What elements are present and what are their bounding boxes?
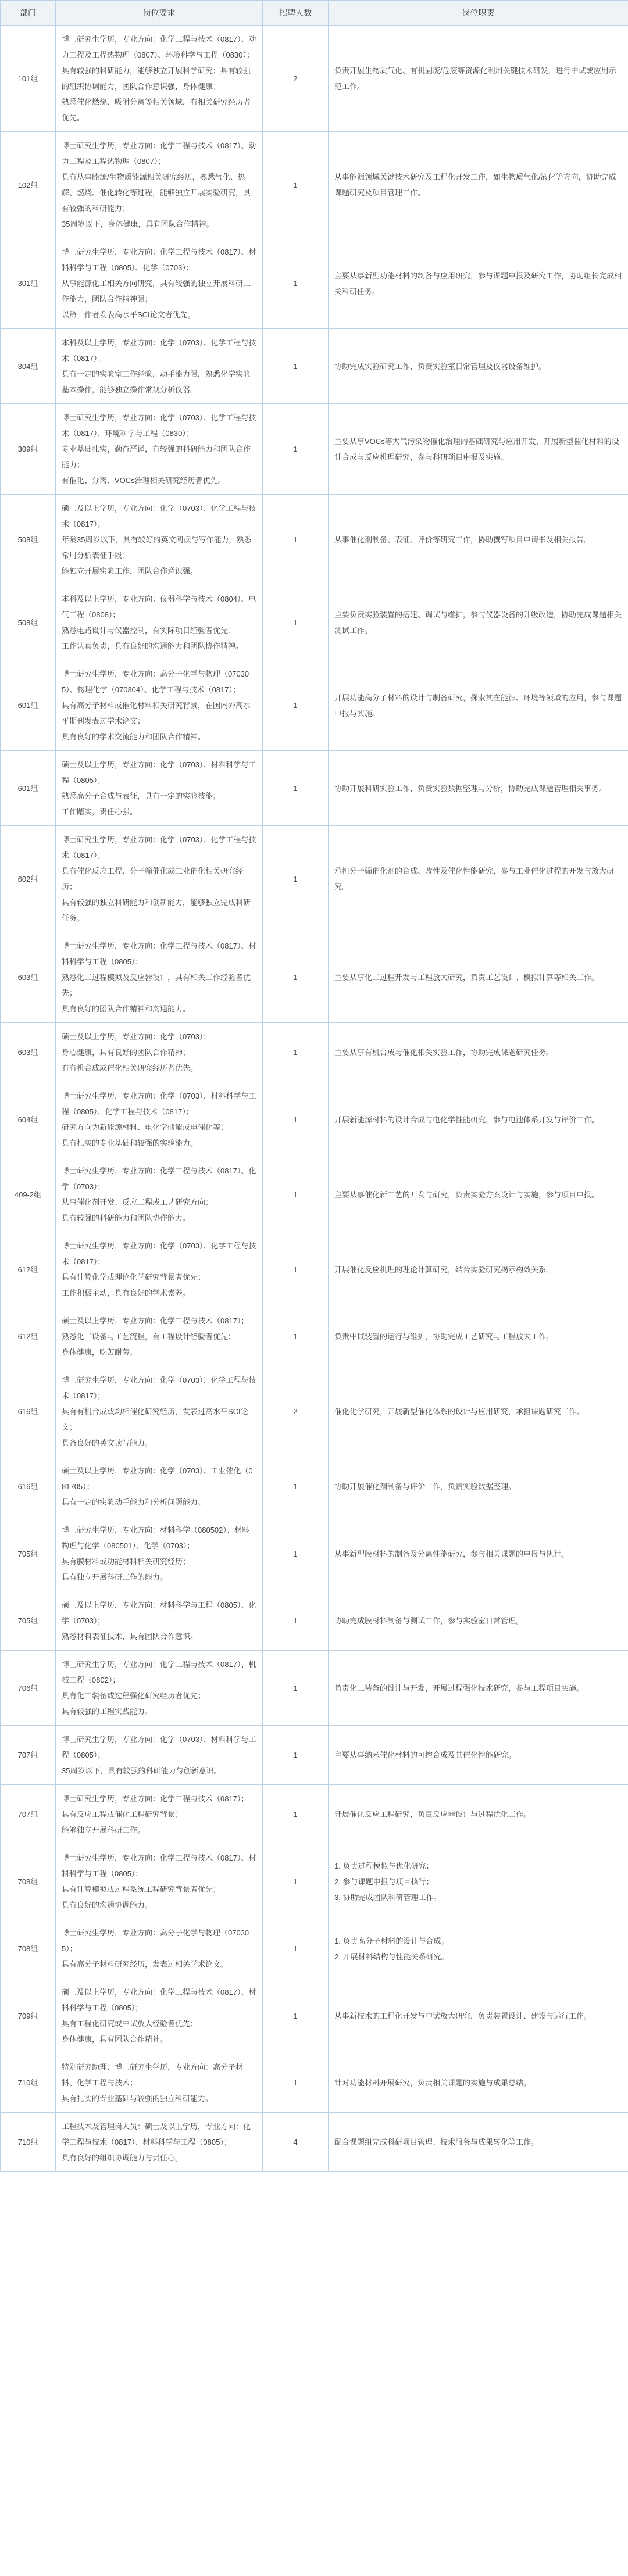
cell-dept: 708组 [1, 1919, 56, 1978]
cell-dept: 604组 [1, 1082, 56, 1157]
cell-duties [329, 1082, 628, 1157]
cell-dept: 710组 [1, 2053, 56, 2113]
cell-duties [329, 132, 628, 238]
cell-requirements [56, 751, 263, 826]
cell-dept: 603组 [1, 1023, 56, 1082]
cell-dept: 602组 [1, 826, 56, 932]
table-row [1, 585, 628, 660]
cell-duties [329, 1844, 628, 1919]
cell-headcount: 1 [263, 1457, 329, 1516]
duty-line: 1. 负责高分子材料的设计与合成； [334, 1936, 449, 1945]
requirement-line: 熟悉化工过程模拟及反应器设计，具有相关工作经验者优先； [62, 973, 251, 997]
cell-duties [329, 826, 628, 932]
cell-headcount: 1 [263, 1726, 329, 1785]
duty-line: 3. 协助完成团队科研管理工作。 [334, 1892, 441, 1902]
duty-line: 主要负责实验装置的搭建、调试与维护，参与仪器设备的升级改造，协助完成课题相关测试工作。 [334, 610, 622, 635]
requirement-line: 工作认真负责，具有良好的沟通能力和团队协作精神。 [62, 642, 244, 650]
header-headcount: 招聘人数 [263, 1, 329, 26]
cell-requirements [56, 1516, 263, 1591]
cell-dept: 301组 [1, 238, 56, 329]
table-row [1, 1591, 628, 1651]
requirement-line: 硕士及以上学历，专业方向：化学（0703）、化学工程与技术（0817）； [62, 504, 256, 528]
requirement-line: 能够独立开展科研工作。 [62, 1826, 145, 1834]
requirement-line: 具有高分子材料或催化材料相关研究背景，在国内外高水平期刊发表过学术论文； [62, 701, 251, 725]
cell-duties [329, 404, 628, 495]
cell-duties [329, 1785, 628, 1844]
cell-requirements [56, 1651, 263, 1726]
cell-duties [329, 1978, 628, 2053]
requirement-line: 博士研究生学历，专业方向：高分子化学与物理（070305）； [62, 1929, 249, 1953]
duty-line: 2. 参与课题申报与项目执行； [334, 1877, 434, 1886]
duty-line: 协助完成实验研究工作，负责实验室日常管理及仪器设备维护。 [334, 362, 547, 371]
table-row [1, 826, 628, 932]
cell-duties [329, 932, 628, 1023]
cell-headcount: 1 [263, 1978, 329, 2053]
duty-line: 主要从事VOCs等大气污染物催化治理的基础研究与应用开发，开展新型催化材料的设计合成与反应机理研究，参与科研项目申报及实施。 [334, 437, 619, 461]
cell-dept: 601组 [1, 660, 56, 751]
requirement-line: 熟悉高分子合成与表征，具有一定的实验技能； [62, 792, 221, 800]
requirement-line: 具有较强的独立科研能力和创新能力，能够独立完成科研任务。 [62, 898, 251, 922]
cell-dept: 309组 [1, 404, 56, 495]
duty-line: 协助开展科研实验工作，负责实验数据整理与分析，协助完成课题管理相关事务。 [334, 783, 607, 793]
cell-dept: 705组 [1, 1591, 56, 1651]
cell-requirements [56, 1785, 263, 1844]
cell-dept: 101组 [1, 26, 56, 132]
cell-duties [329, 585, 628, 660]
requirement-line: 具备良好的英文读写能力。 [62, 1439, 153, 1447]
cell-dept: 304组 [1, 329, 56, 404]
cell-dept: 709组 [1, 1978, 56, 2053]
cell-requirements [56, 26, 263, 132]
table-row [1, 2053, 628, 2113]
cell-dept: 710组 [1, 2113, 56, 2172]
table-row [1, 1023, 628, 1082]
cell-headcount: 1 [263, 660, 329, 751]
duty-line: 开展催化反应机理的理论计算研究，结合实验研究揭示构效关系。 [334, 1265, 554, 1274]
requirement-line: 能独立开展实验工作，团队合作意识强。 [62, 567, 198, 575]
requirement-line: 研究方向为新能源材料、电化学储能或电催化等； [62, 1123, 229, 1132]
table-row [1, 1307, 628, 1366]
requirement-line: 博士研究生学历，专业方向：化学工程与技术（0817）、机械工程（0802）； [62, 1660, 256, 1684]
table-row [1, 1366, 628, 1457]
requirement-line: 本科及以上学历，专业方向：化学（0703）、化学工程与技术（0817）； [62, 338, 256, 363]
cell-dept: 708组 [1, 1844, 56, 1919]
duty-line: 主要从事催化新工艺的开发与研究，负责实验方案设计与实施，参与项目申报。 [334, 1190, 600, 1199]
requirement-line: 工程技术及管理岗人员：硕士及以上学历，专业方向：化学工程与技术（0817）、材料科学与工程（0805）； [62, 2122, 251, 2146]
requirement-line: 身体健康，吃苦耐劳。 [62, 1348, 138, 1357]
requirement-line: 硕士及以上学历，专业方向：化学（0703）、材料科学与工程（0805）； [62, 760, 256, 785]
requirement-line: 博士研究生学历，专业方向：材料科学（080502）、材料物理与化学（080501）、化学（0703）； [62, 1526, 249, 1550]
requirement-line: 从事能源化工相关方向研究，具有较强的独立开展科研工作能力，团队合作精神强； [62, 279, 251, 303]
duty-line: 主要从事纳米催化材料的可控合成及其催化性能研究。 [334, 1751, 516, 1759]
cell-requirements [56, 404, 263, 495]
cell-dept: 616组 [1, 1457, 56, 1516]
cell-requirements [56, 826, 263, 932]
requirement-line: 具有扎实的专业基础与较强的独立科研能力。 [62, 2094, 213, 2103]
cell-duties [329, 2053, 628, 2113]
requirement-line: 具有反应工程或催化工程研究背景； [62, 1810, 183, 1819]
cell-duties [329, 751, 628, 826]
table-row [1, 495, 628, 585]
cell-dept: 612组 [1, 1307, 56, 1366]
cell-requirements [56, 932, 263, 1023]
cell-headcount: 1 [263, 2053, 329, 2113]
cell-requirements [56, 238, 263, 329]
duty-line: 开展功能高分子材料的设计与制备研究，探索其在能源、环境等领域的应用，参与课题申报与实施。 [334, 693, 622, 718]
cell-dept: 706组 [1, 1651, 56, 1726]
table-row [1, 1232, 628, 1307]
cell-duties [329, 660, 628, 751]
requirement-line: 博士研究生学历，专业方向：高分子化学与物理（070305）、物理化学（070304）、化学工程与技术（0817）； [62, 670, 249, 694]
cell-headcount: 1 [263, 1157, 329, 1232]
cell-duties [329, 1157, 628, 1232]
table-row [1, 1844, 628, 1919]
cell-headcount: 1 [263, 1516, 329, 1591]
cell-duties [329, 1457, 628, 1516]
cell-dept: 612组 [1, 1232, 56, 1307]
cell-headcount: 1 [263, 1919, 329, 1978]
requirement-line: 博士研究生学历，专业方向：化学（0703）、化学工程与技术（0817）、环境科学与工程（0830）； [62, 413, 256, 438]
requirement-line: 具有化工装备或过程强化研究经历者优先； [62, 1691, 206, 1700]
duty-line: 主要从事新型功能材料的制备与应用研究，参与课题申报及研究工作，协助组长完成相关科研任务。 [334, 271, 622, 296]
cell-requirements [56, 132, 263, 238]
cell-headcount: 1 [263, 1844, 329, 1919]
requirement-line: 具有良好的组织协调能力与责任心。 [62, 2153, 183, 2162]
cell-headcount: 1 [263, 932, 329, 1023]
requirement-line: 具有计算模拟或过程系统工程研究背景者优先； [62, 1885, 221, 1894]
cell-duties [329, 2113, 628, 2172]
cell-dept: 508组 [1, 495, 56, 585]
duty-line: 1. 负责过程模拟与优化研究； [334, 1861, 434, 1870]
cell-dept: 508组 [1, 585, 56, 660]
duty-line: 从事催化剂制备、表征、评价等研究工作，协助撰写项目申请书及相关报告。 [334, 535, 592, 544]
cell-headcount: 1 [263, 329, 329, 404]
requirement-line: 有有机合成或催化相关研究经历者优先。 [62, 1064, 198, 1072]
table-row [1, 1157, 628, 1232]
cell-requirements [56, 329, 263, 404]
duty-line: 从事新型膜材料的制备及分离性能研究，参与相关课题的申报与执行。 [334, 1549, 569, 1558]
requirement-line: 具有良好的沟通协调能力。 [62, 1901, 153, 1909]
cell-headcount: 1 [263, 826, 329, 932]
cell-duties [329, 1023, 628, 1082]
requirement-line: 博士研究生学历，专业方向：化学工程与技术（0817）、材料科学与工程（0805）； [62, 942, 256, 966]
cell-headcount: 1 [263, 1651, 329, 1726]
requirement-line: 熟悉电路设计与仪器控制，有实际项目经验者优先； [62, 626, 236, 635]
requirement-line: 博士研究生学历，专业方向：化学（0703）、化学工程与技术（0817）； [62, 835, 256, 860]
cell-headcount: 1 [263, 238, 329, 329]
table-row [1, 2113, 628, 2172]
requirement-line: 具有工程化研究或中试放大经验者优先； [62, 2019, 198, 2028]
header-requirements: 岗位要求 [56, 1, 263, 26]
requirement-line: 硕士及以上学历，专业方向：化学工程与技术（0817）； [62, 1316, 249, 1325]
requirement-line: 硕士及以上学历，专业方向：材料科学与工程（0805）、化学（0703）； [62, 1601, 256, 1625]
requirement-line: 博士研究生学历，专业方向：化学（0703）、材料科学与工程（0805）； [62, 1735, 256, 1759]
duty-line: 负责化工装备的设计与开发，开展过程强化技术研究，参与工程项目实施。 [334, 1683, 584, 1693]
cell-duties [329, 1591, 628, 1651]
requirement-line: 具有催化反应工程、分子筛催化或工业催化相关研究经历； [62, 867, 244, 891]
cell-duties [329, 1516, 628, 1591]
duty-line: 开展催化反应工程研究，负责反应器设计与过程优化工作。 [334, 1810, 531, 1819]
duty-line: 主要从事有机合成与催化相关实验工作，协助完成课题研究任务。 [334, 1048, 554, 1057]
requirement-line: 硕士及以上学历，专业方向：化学（0703）、工业催化（081705）； [62, 1466, 253, 1491]
cell-headcount: 1 [263, 1082, 329, 1157]
cell-requirements [56, 585, 263, 660]
cell-requirements [56, 1082, 263, 1157]
header-dept: 部门 [1, 1, 56, 26]
requirement-line: 博士研究生学历，专业方向：化学工程与技术（0817）、化学（0703）； [62, 1167, 256, 1191]
requirement-line: 熟悉材料表征技术，具有团队合作意识。 [62, 1632, 198, 1641]
requirement-line: 硕士及以上学历，专业方向：化学（0703）； [62, 1032, 211, 1041]
table-row [1, 1516, 628, 1591]
duty-line: 从事能源领域关键技术研究及工程化开发工作，如生物质气化/液化等方向，协助完成课题研究及项目管理工作。 [334, 173, 616, 197]
table-header-row [1, 1, 628, 26]
cell-headcount: 1 [263, 495, 329, 585]
cell-dept: 707组 [1, 1785, 56, 1844]
cell-requirements [56, 1919, 263, 1978]
requirement-line: 以第一作者发表高水平SCI论文者优先。 [62, 310, 195, 319]
requirement-line: 熟悉化工设备与工艺流程，有工程设计经验者优先； [62, 1332, 236, 1341]
requirement-line: 博士研究生学历，专业方向：化学工程与技术（0817）、动力工程及工程热物理（0807）； [62, 141, 256, 166]
cell-headcount: 1 [263, 404, 329, 495]
duty-line: 配合课题组完成科研项目管理、技术服务与成果转化等工作。 [334, 2138, 539, 2146]
cell-duties [329, 1307, 628, 1366]
cell-duties [329, 1232, 628, 1307]
cell-dept: 707组 [1, 1726, 56, 1785]
header-duties: 岗位职责 [329, 1, 628, 26]
cell-requirements [56, 1232, 263, 1307]
requirement-line: 具有良好的学术交流能力和团队合作精神。 [62, 732, 206, 741]
cell-dept: 102组 [1, 132, 56, 238]
cell-dept: 616组 [1, 1366, 56, 1457]
requirement-line: 具有较强的科研能力和团队协作能力。 [62, 1214, 191, 1222]
cell-requirements [56, 2053, 263, 2113]
requirement-line: 工作踏实，责任心强。 [62, 807, 138, 816]
cell-headcount: 1 [263, 1307, 329, 1366]
cell-duties [329, 26, 628, 132]
cell-headcount: 1 [263, 1232, 329, 1307]
cell-requirements [56, 1307, 263, 1366]
requirement-line: 具有计算化学或理论化学研究背景者优先； [62, 1273, 206, 1282]
cell-requirements [56, 1457, 263, 1516]
requirement-line: 具有较强的工程实践能力。 [62, 1707, 153, 1716]
duty-line: 协助完成膜材料制备与测试工作，参与实验室日常管理。 [334, 1616, 524, 1625]
duty-line: 协助开展催化剂制备与评价工作，负责实验数据整理。 [334, 1482, 516, 1491]
cell-dept: 705组 [1, 1516, 56, 1591]
cell-dept: 601组 [1, 751, 56, 826]
requirement-line: 博士研究生学历，专业方向：化学工程与技术（0817）、材料科学与工程（0805）、化学（0703）； [62, 248, 256, 272]
cell-headcount: 4 [263, 2113, 329, 2172]
duty-line: 负责中试装置的运行与维护，协助完成工艺研究与工程放大工作。 [334, 1332, 554, 1341]
table-row [1, 660, 628, 751]
table-row [1, 1726, 628, 1785]
table-row [1, 1919, 628, 1978]
requirement-line: 具有从事能源/生物质能源相关研究经历，熟悉气化、热解、燃烧、催化转化等过程，能够独立开展实验研究，具有较强的科研能力； [62, 173, 251, 213]
cell-duties [329, 238, 628, 329]
requirement-line: 博士研究生学历，专业方向：化学（0703）、化学工程与技术（0817）； [62, 1242, 256, 1266]
table-row [1, 751, 628, 826]
table-row [1, 1785, 628, 1844]
cell-dept: 409-2组 [1, 1157, 56, 1232]
table-row [1, 1651, 628, 1726]
cell-duties [329, 495, 628, 585]
requirement-line: 博士研究生学历，专业方向：化学（0703）、化学工程与技术（0817）； [62, 1376, 256, 1400]
requirement-line: 身体健康，具有团队合作精神。 [62, 2035, 168, 2044]
requirement-line: 具有膜材料或功能材料相关研究经历； [62, 1557, 191, 1566]
cell-headcount: 1 [263, 1785, 329, 1844]
table-row [1, 932, 628, 1023]
table-row [1, 1457, 628, 1516]
requirement-line: 具有一定的实验动手能力和分析问题能力。 [62, 1498, 206, 1507]
duty-line: 催化化学研究，开展新型催化体系的设计与应用研究，承担课题研究工作。 [334, 1407, 584, 1416]
cell-headcount: 2 [263, 26, 329, 132]
requirement-line: 本科及以上学历，专业方向：仪器科学与技术（0804）、电气工程（0808）； [62, 595, 256, 619]
table-row [1, 238, 628, 329]
requirement-line: 熟悉催化燃烧、吸附分离等相关领域，有相关研究经历者优先。 [62, 98, 251, 122]
duty-line: 2. 开展材料结构与性能关系研究。 [334, 1952, 449, 1961]
requirement-line: 35周岁以下，具有较强的科研能力与创新意识。 [62, 1766, 222, 1775]
cell-requirements [56, 1844, 263, 1919]
cell-headcount: 2 [263, 1366, 329, 1457]
cell-requirements [56, 2113, 263, 2172]
requirement-line: 具有独立开展科研工作的能力。 [62, 1573, 168, 1582]
cell-duties [329, 1726, 628, 1785]
cell-requirements [56, 660, 263, 751]
requirement-line: 35周岁以下，身体健康，具有团队合作精神。 [62, 220, 214, 228]
requirement-line: 特别研究助理、博士研究生学历，专业方向：高分子材料、化学工程与技术； [62, 2063, 244, 2087]
requirement-line: 具有良好的团队合作精神和沟通能力。 [62, 1004, 191, 1013]
requirement-line: 有催化、分离、VOCs治理相关研究经历者优先。 [62, 476, 226, 485]
table-row [1, 404, 628, 495]
cell-duties [329, 1651, 628, 1726]
requirement-line: 博士研究生学历，专业方向：化学工程与技术（0817）、动力工程及工程热物理（0807）、环境科学与工程（0830）； [62, 35, 256, 59]
cell-requirements [56, 1023, 263, 1082]
requirement-line: 从事催化剂开发、反应工程或工艺研究方向； [62, 1198, 213, 1207]
requirement-line: 具有较强的科研能力，能够独立开展科学研究；具有较强的组织协调能力，团队合作意识强，身体健康； [62, 66, 251, 91]
cell-requirements [56, 495, 263, 585]
table-body [1, 26, 628, 2172]
cell-requirements [56, 1726, 263, 1785]
duty-line: 针对功能材料开展研究，负责相关课题的实施与成果总结。 [334, 2078, 531, 2087]
requirement-line: 博士研究生学历，专业方向：化学工程与技术（0817）、材料科学与工程（0805）； [62, 1854, 256, 1878]
table-row [1, 26, 628, 132]
cell-requirements [56, 1157, 263, 1232]
cell-headcount: 1 [263, 132, 329, 238]
requirement-line: 身心健康，具有良好的团队合作精神； [62, 1048, 191, 1057]
cell-headcount: 1 [263, 751, 329, 826]
cell-headcount: 1 [263, 585, 329, 660]
requirement-line: 具有扎实的专业基础和较强的实验能力。 [62, 1139, 198, 1147]
cell-requirements [56, 1591, 263, 1651]
requirement-line: 专业基础扎实，勤奋严谨，有较强的科研能力和团队合作能力； [62, 445, 251, 469]
duty-line: 负责开展生物质气化、有机固废/危废等资源化利用关键技术研发，进行中试或应用示范工作。 [334, 66, 616, 91]
requirement-line: 具有高分子材料研究经历，发表过相关学术论文。 [62, 1960, 229, 1969]
duty-line: 从事新技术的工程化开发与中试放大研究，负责装置设计、建设与运行工作。 [334, 2011, 592, 2020]
requirement-line: 博士研究生学历，专业方向：化学（0703）、材料科学与工程（0805）、化学工程与技术（0817）； [62, 1092, 256, 1116]
requirement-line: 年龄35周岁以下，具有较好的英文阅读与写作能力，熟悉常用分析表征手段； [62, 535, 252, 560]
requirement-line: 硕士及以上学历，专业方向：化学工程与技术（0817）、材料科学与工程（0805）； [62, 1988, 256, 2012]
requirement-line: 博士研究生学历，专业方向：化学工程与技术（0817）； [62, 1794, 249, 1803]
cell-duties [329, 329, 628, 404]
table-row [1, 132, 628, 238]
cell-requirements [56, 1366, 263, 1457]
cell-duties [329, 1366, 628, 1457]
table-row [1, 329, 628, 404]
cell-headcount: 1 [263, 1591, 329, 1651]
cell-duties [329, 1919, 628, 1978]
cell-dept: 603组 [1, 932, 56, 1023]
duty-line: 主要从事化工过程开发与工程放大研究，负责工艺设计、模拟计算等相关工作。 [334, 973, 600, 982]
cell-requirements [56, 1978, 263, 2053]
table-row [1, 1978, 628, 2053]
requirement-line: 工作积极主动，具有良好的学术素养。 [62, 1289, 191, 1297]
requirement-line: 具有一定的实验室工作经验，动手能力强，熟悉化学实验基本操作，能够独立操作常规分析仪器。 [62, 370, 251, 394]
duty-line: 承担分子筛催化剂的合成、改性及催化性能研究，参与工业催化过程的开发与放大研究。 [334, 867, 615, 891]
duty-line: 开展新能源材料的设计合成与电化学性能研究，参与电池体系开发与评价工作。 [334, 1115, 600, 1124]
table-row [1, 1082, 628, 1157]
cell-headcount: 1 [263, 1023, 329, 1082]
requirement-line: 具有有机合成或均相催化研究经历，发表过高水平SCI论文； [62, 1407, 248, 1432]
